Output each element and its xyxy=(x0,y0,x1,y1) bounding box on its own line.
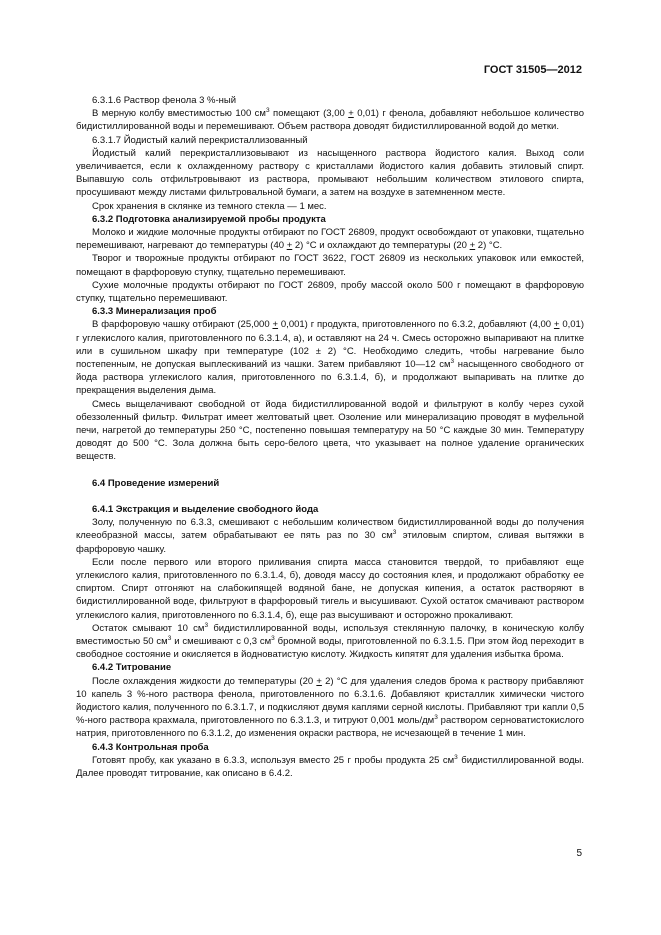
body-paragraph: 6.3.1.6 Раствор фенола 3 %-ный xyxy=(92,95,237,106)
section-heading: 6.4 Проведение измерений xyxy=(92,477,220,489)
document-body xyxy=(76,94,584,780)
body-paragraph: Молоко и жидкие молочные продукты отбирают по ГОСТ 26809, продукт освобождают от упаковки, тщательно перемешивают, нагревают до температуры (40 + 2) °С и охлаждают до температуры (20 + 2) °С. xyxy=(76,227,584,252)
body-paragraph: В мерную колбу вместимостью 100 $см^3$ помещают (3,00 + 0,01) г фенола, добавляют небольшое количество бидистиллированной воды и перемешивают. Объем раствора доводят бидистиллированной водой до метки. xyxy=(76,107,584,133)
section-heading: 6.4.2 Титрование xyxy=(92,662,172,674)
section-heading: 6.4.1 Экстракция и выделение свободного йода xyxy=(92,503,319,515)
standard-code-header: ГОСТ 31505—2012 xyxy=(483,64,582,76)
section-heading: 6.3.2 Подготовка анализируемой пробы продукта xyxy=(92,213,326,225)
body-paragraph: Если после первого или второго приливания спирта масса становится твердой, то прибавляют еще углекислого калия, приготовленного по 6.3.1.4, б), доводя массу до состояния клея, и продолжают обработку ее спиртом. Спирт отгоняют на слабокипящей водяной бане, не допуская кипения, а остаток растворяют в бидистиллированной воде, фильтруют в фарфоровый тигель и высушивают. Сухой остаток смачивают раствором углекислого калия, приготовленного по 6.3.1.4, б), еще раз высушивают и осторожно прокаливают. xyxy=(76,556,584,621)
body-paragraph: Смесь выщелачивают свободной от йода бидистиллированной водой и фильтруют в колбу через сухой обеззоленный фильтр. Фильтрат имеет желтоватый цвет. Озоление или минерализацию проводят в муфельной печи, нагретой до температуры 250 °С, постепенно повышая температуру на 50 °С каждые 30 мин. Температуру доводят до 500 °С. Зола должна быть серо-белого цвета, что указывает на полное удаление органических веществ. xyxy=(76,398,584,463)
body-paragraph: Готовят пробу, как указано в 6.3.3, используя вместо 25 г пробы продукта 25 $см^3$ бидистиллированной воды. Далее проводят титрование, как описано в 6.4.2. xyxy=(76,753,584,779)
section-heading: 6.4.3 Контрольная проба xyxy=(92,741,209,753)
page-number: 5 xyxy=(576,848,582,859)
body-paragraph: В фарфоровую чашку отбирают (25,000 + 0,001) г продукта, приготовленного по 6.3.2, добавляют (4,00 + 0,01) г углекислого калия, приготовленного по 6.3.1.4, а), и оставляют на 24 ч. Смесь осторожно выпаривают на плитке или в сушильном шкафу при температуре (102 ± 2) °С. Необходимо следить, чтобы нагревание было постепенным, не допуская выплескиваний из чашки. Затем прибавляют 10—12 $см^3$ насыщенного свободного от йода раствора углекислого калия, приготовленного по 6.3.1.4, б), и продолжают выпаривать на плитке до прекращения выделения дыма. xyxy=(76,319,584,397)
body-paragraph: Остаток смывают 10 $см^3$ бидистиллированной воды, используя стеклянную палочку, в коническую колбу вместимостью 50 $см^3$ и смешивают с 0,3 $см^3$ бромной воды, приготовленной по 6.3.1.5. При этом йод переходит в свободное состояние и окисляется в йодноватистую кислоту. Жидкость кипятят для удаления избытка брома. xyxy=(76,621,584,661)
body-paragraph: После охлаждения жидкости до температуры (20 + 2) °С для удаления следов брома к раствору прибавляют 10 капель 3 %-ного раствора фенола, приготовленного по 6.3.1.6. Добавляют кристаллик химически чистого йодистого калия, полученного по 6.3.1.7, и подкисляют двумя каплями серной кислоты. Прибавляют три капли 0,5 %-ного раствора крахмала, приготовленного по 6.3.1.3, и титруют 0,001 моль/$дм^3$ раствором серноватистокислого натрия, приготовленного по 6.3.1.2, до изменения окраски раствора, не исчезающей в течение 1 мин. xyxy=(76,675,584,740)
body-paragraph: 6.3.1.7 Йодистый калий перекристаллизованный xyxy=(92,134,308,146)
body-paragraph: Сухие молочные продукты отбирают по ГОСТ 26809, пробу массой около 500 г помещают в фарфоровую ступку, тщательно перемешивают. xyxy=(76,279,584,305)
body-paragraph: Творог и творожные продукты отбирают по ГОСТ 3622, ГОСТ 26809 из нескольких упаковок или емкостей, помещают в фарфоровую ступку, тщательно перемешивают. xyxy=(76,253,584,278)
section-heading: 6.3.3 Минерализация проб xyxy=(92,306,217,318)
body-paragraph: Срок хранения в склянке из темного стекла — 1 мес. xyxy=(92,200,327,212)
body-paragraph: Золу, полученную по 6.3.3, смешивают с небольшим количеством бидистиллированной воды до получения клееобразной массы, затем обрабатывают ее пять раз по 30 $см^3$ этиловым спиртом, сливая вытяжки в фарфоровую чашку. xyxy=(76,517,584,555)
body-paragraph: Йодистый калий перекристаллизовывают из насыщенного раствора йодистого калия. Выход соли увеличивается, если к охлажденному раствору с кристаллами йодистого калия добавить этиловый спирт. Выпавшую соль отфильтровывают из раствора, промывают небольшим количеством этилового спирта, просушивают между листами фильтровальной бумаги, а затем на воздухе в затемненном месте. xyxy=(76,147,584,199)
